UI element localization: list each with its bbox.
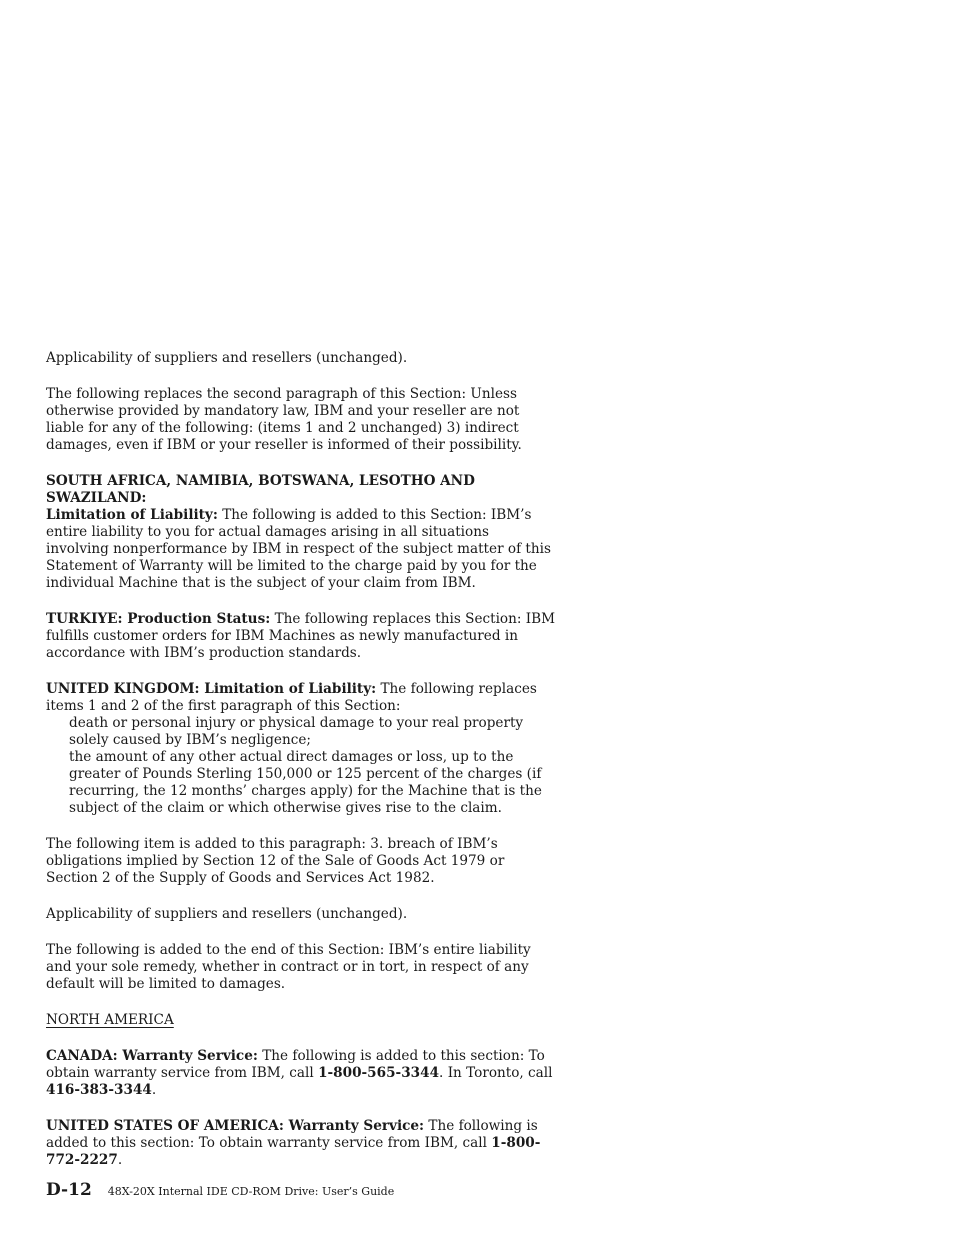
section-usa — [46, 1118, 556, 1169]
section-turkiye — [46, 611, 556, 662]
paragraph-applicability-2: Applicability of suppliers and resellers (unchanged). — [46, 906, 408, 922]
paragraph-item-3: The following item is added to this paragraph: 3. breach of IBM’s obligations implied by Section 12 of the Sale of Goods Act 1979 or Section 2 of the Supply of Goods and Services Act 1982. — [46, 836, 505, 886]
uk-title: UNITED KINGDOM: Limitation of Liability: — [46, 681, 377, 697]
usa-phone: 1-800-772-2227 — [46, 1135, 541, 1168]
canada-phone-2: 416-383-3344 — [46, 1082, 152, 1098]
usa-body: The following is added to this section: To obtain warranty service from IBM, call — [46, 1118, 538, 1151]
canada-title: CANADA: Warranty Service: — [46, 1048, 258, 1064]
canada-end: . — [151, 1082, 157, 1098]
south-africa-country-heading: SOUTH AFRICA, NAMIBIA, BOTSWANA, LESOTHO AND SWAZILAND: — [46, 473, 475, 506]
paragraph-applicability: Applicability of suppliers and resellers (unchanged). — [46, 350, 408, 366]
document-body — [46, 350, 556, 1188]
canada-body: The following is added to this section: To obtain warranty service from IBM, call — [46, 1048, 545, 1081]
canada-mid: . In Toronto, call — [439, 1065, 553, 1081]
turkiye-title: TURKIYE: Production Status: — [46, 611, 271, 627]
usa-title: UNITED STATES OF AMERICA: Warranty Service: — [46, 1118, 425, 1134]
turkiye-body: The following replaces this Section: IBM fulfills customer orders for IBM Machines as newly manufactured in accordance with IBM’s production standards. — [46, 611, 556, 661]
page-number: D-12 — [46, 1180, 92, 1200]
uk-body: The following replaces items 1 and 2 of the first paragraph of this Section: — [46, 681, 537, 714]
south-africa-body: The following is added to this Section: IBM’s entire liability to you for actual damages arising in all situations involving nonperformance by IBM in respect of the subject matter of this Statement of Warranty will be limited to the charge paid by you for the individual Machine that is the subject of your claim from IBM. — [46, 507, 551, 591]
south-africa-title: Limitation of Liability: — [46, 507, 218, 523]
uk-item-1: death or personal injury or physical damage to your real property solely caused by IBM’s negligence; — [69, 715, 524, 748]
section-canada — [46, 1048, 556, 1099]
usa-end: . — [117, 1152, 123, 1168]
section-south-africa — [46, 473, 556, 592]
section-united-kingdom — [46, 681, 556, 817]
paragraph-second-paragraph-replacement: The following replaces the second paragraph of this Section: Unless otherwise provided by mandatory law, IBM and your reseller are not liable for any of the following: (items 1 and 2 unchanged) 3) indirect damages, even if IBM or your reseller is informed of their possibility. — [46, 386, 522, 453]
north-america-heading — [46, 1012, 556, 1029]
uk-intro — [46, 681, 556, 715]
north-america-heading-text: NORTH AMERICA — [46, 1012, 174, 1028]
page-footer — [46, 1180, 394, 1200]
guide-title: 48X-20X Internal IDE CD-ROM Drive: User’s Guide — [107, 1185, 395, 1198]
uk-item-2: the amount of any other actual direct damages or loss, up to the greater of Pounds Sterling 150,000 or 125 percent of the charges (if recurring, the 12 months’ charges apply) for the Machine that is the subject of the claim or which otherwise gives rise to the claim. — [69, 749, 542, 816]
canada-phone-1: 1-800-565-3344 — [318, 1065, 440, 1081]
paragraph-entire-liability: The following is added to the end of this Section: IBM’s entire liability and your sole remedy, whether in contract or in tort, in respect of any default will be limited to damages. — [46, 942, 531, 992]
